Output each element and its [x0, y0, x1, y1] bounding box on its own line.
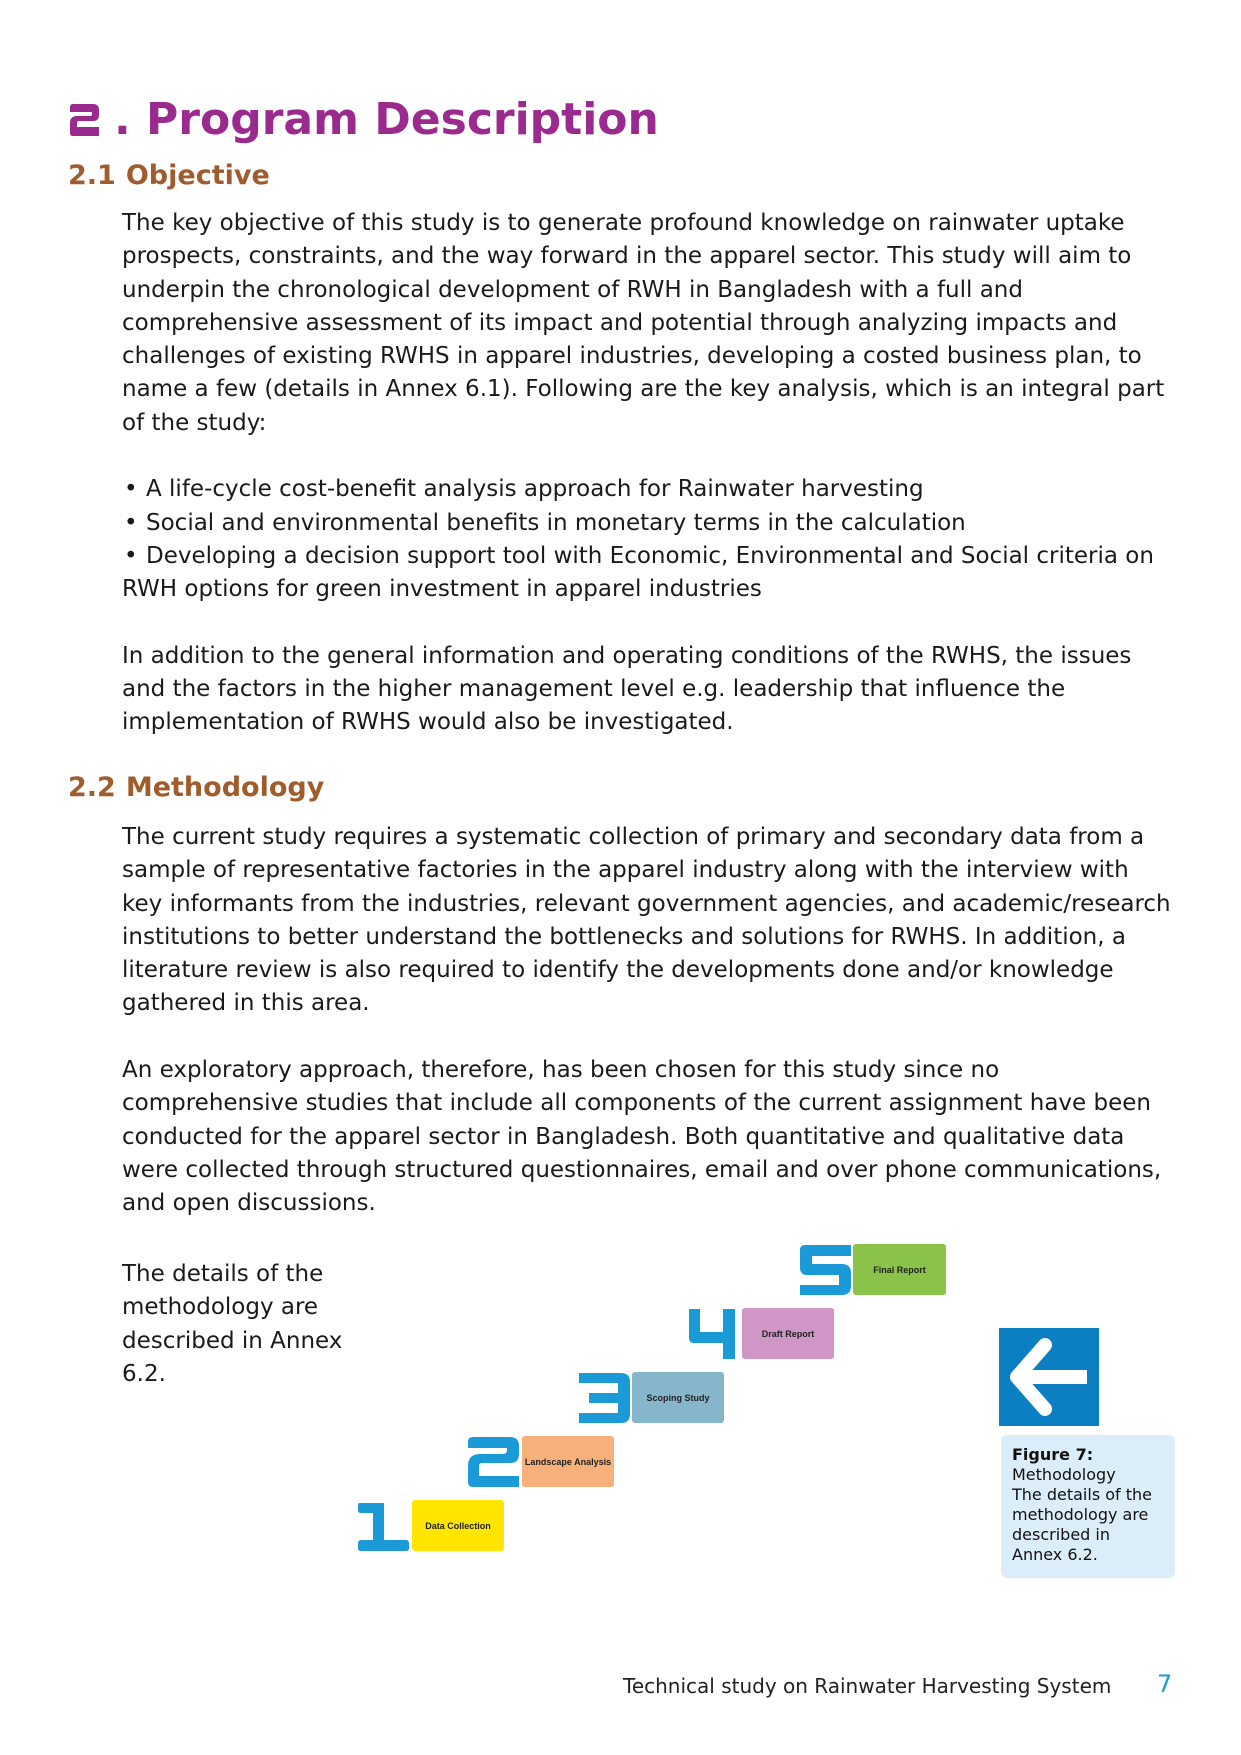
objective-intro: The key objective of this study is to generate profound knowledge on rainwater uptake prospects, constraints, and the way forward in the apparel sector. This study will aim to underpin the chronological development of RWH in Bangladesh with a full and comprehensive assessment of its impact and potential through analyzing impacts and challenges of existing RWHS in apparel industries, developing a costed business plan, to name a few (details in Annex 6.1). Following are the key analysis, which is an integral part of the study:: [122, 210, 1165, 436]
footer-title: Technical study on Rainwater Harvesting System: [623, 1674, 1112, 1698]
list-item: • Developing a decision support tool with Economic, Environmental and Social criteria on RWH options for green investment in apparel industries: [122, 540, 1172, 607]
section-number-2-icon: [68, 103, 100, 137]
figure-caption-title: Figure 7:: [1012, 1445, 1094, 1464]
methodology-heading: [68, 770, 324, 806]
methodology-paragraph-2: An exploratory approach, therefore, has been chosen for this study since no comprehensive studies that include all components of the current assignment have been conducted for the apparel sector in Bangladesh. Both quantitative and qualitative data were collected through structured questionnaires, email and over phone communications, and open discussions.: [122, 1057, 1162, 1217]
step-number-1-icon: [356, 1500, 410, 1552]
step-label-draft-report: Draft Report: [742, 1308, 834, 1359]
methodology-side-note: The details of the methodology are described in Annex 6.2.: [122, 1261, 343, 1387]
figure-caption-body: The details of the methodology are described in Annex 6.2.: [1012, 1485, 1152, 1564]
objective-body: [122, 207, 1172, 740]
objective-title: Objective: [125, 160, 270, 191]
step-number-2-icon: [466, 1436, 520, 1488]
figure-caption-subtitle: Methodology: [1012, 1465, 1116, 1484]
methodology-number: 2.2: [68, 772, 116, 803]
arrow-left-icon: [999, 1328, 1099, 1426]
list-item: • A life-cycle cost-benefit analysis approach for Rainwater harvesting: [122, 473, 1172, 506]
figure-caption: [1001, 1435, 1175, 1578]
objective-bullet-list: [122, 473, 1172, 606]
objective-closing: In addition to the general information and operating conditions of the RWHS, the issues and the factors in the higher management level e.g. leadership that influence the implementation of RWHS would also be investigated.: [122, 642, 1132, 736]
methodology-title: Methodology: [125, 772, 325, 803]
step-label-landscape-analysis: Landscape Analysis: [522, 1436, 614, 1487]
step-label-scoping-study: Scoping Study: [632, 1372, 724, 1423]
objective-number: 2.1: [68, 160, 116, 191]
step-number-3-icon: [577, 1372, 631, 1424]
methodology-paragraph-1: The current study requires a systematic collection of primary and secondary data from a sample of representative factories in the apparel industry along with the interview with key informants from the industries, relevant government agencies, and academic/research institutions to better understand the bottlenecks and solutions for RWHS. In addition, a literature review is also required to identify the developments done and/or knowledge gathered in this area.: [122, 824, 1171, 1017]
step-label-data-collection: Data Collection: [412, 1500, 504, 1551]
step-number-5-icon: [798, 1244, 852, 1296]
objective-heading: [68, 158, 270, 194]
arrow-left-glyph: [999, 1328, 1099, 1426]
section-title: . Program Description: [114, 94, 659, 145]
methodology-body: [122, 821, 1172, 1221]
section-heading: [68, 90, 659, 150]
list-item: • Social and environmental benefits in monetary terms in the calculation: [122, 507, 1172, 540]
step-label-final-report: Final Report: [853, 1244, 946, 1295]
step-number-4-icon: [687, 1308, 741, 1360]
page-number: 7: [1157, 1670, 1173, 1698]
